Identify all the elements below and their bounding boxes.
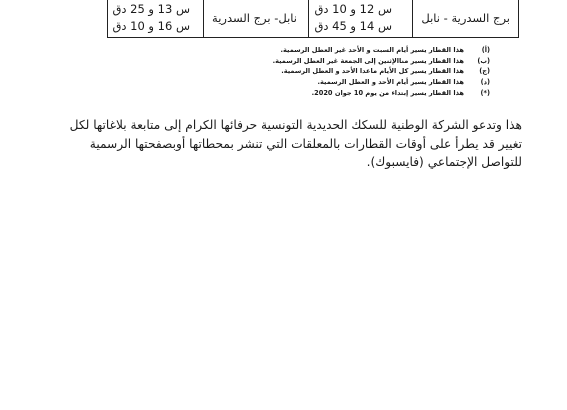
footnote-text: هذا القطار يسير أيام الأحد و العطل الرسمية. [317, 78, 464, 87]
footnote-mark: (أ) [481, 46, 490, 54]
footnote-text: هذا القطار يسير كل الأيام ماعدا الأحد و العطل الرسمية. [281, 67, 464, 76]
footnote-mark: (ج) [479, 67, 490, 76]
table-cell-times: س 12 و 10 دق س 14 و 45 دق [314, 2, 392, 33]
footnote-text: هذا القطار يسير أيام السبت و الأحد غير العطل الرسمية. [280, 46, 464, 54]
footnote-text: هذا القطار يسير مناالإثنين إلى الجمعة غير العطل الرسمية. [272, 56, 464, 65]
table-divider [203, 0, 204, 38]
paragraph-line: للتواصل الإجتماعي (فايسبوك). [366, 155, 522, 169]
table-border-right [518, 0, 519, 38]
footnote-mark: (د) [480, 78, 490, 87]
table-cell-route: نابل- برج السدرية [212, 11, 297, 25]
footnote-text: هذا القطار يسير إبتداء من يوم 10 جوان 2020. [311, 88, 464, 97]
paragraph-line: تغيير قد يطرأ على أوقات القطارات بالمعلقات التي تنشر بمحطاتها أوبصفحتها الرسمية [89, 136, 522, 151]
table-border-left [107, 0, 108, 38]
table-cell-route: برج السدرية - نابل [421, 11, 510, 25]
footnote-mark: (*) [480, 88, 490, 97]
table-cell-times: س 13 و 25 دق س 16 و 10 دق [112, 2, 190, 33]
announcement-paragraph [69, 116, 522, 172]
table-divider [308, 0, 309, 38]
footnote-mark: (ب) [477, 56, 490, 65]
paragraph-line: هذا وتدعو الشركة الوطنية للسكك الحديدية التونسية حرفائها الكرام إلى متابعة بلاغاتها لكل [69, 118, 522, 132]
table-border-bottom [107, 37, 519, 38]
table-divider [412, 0, 413, 38]
